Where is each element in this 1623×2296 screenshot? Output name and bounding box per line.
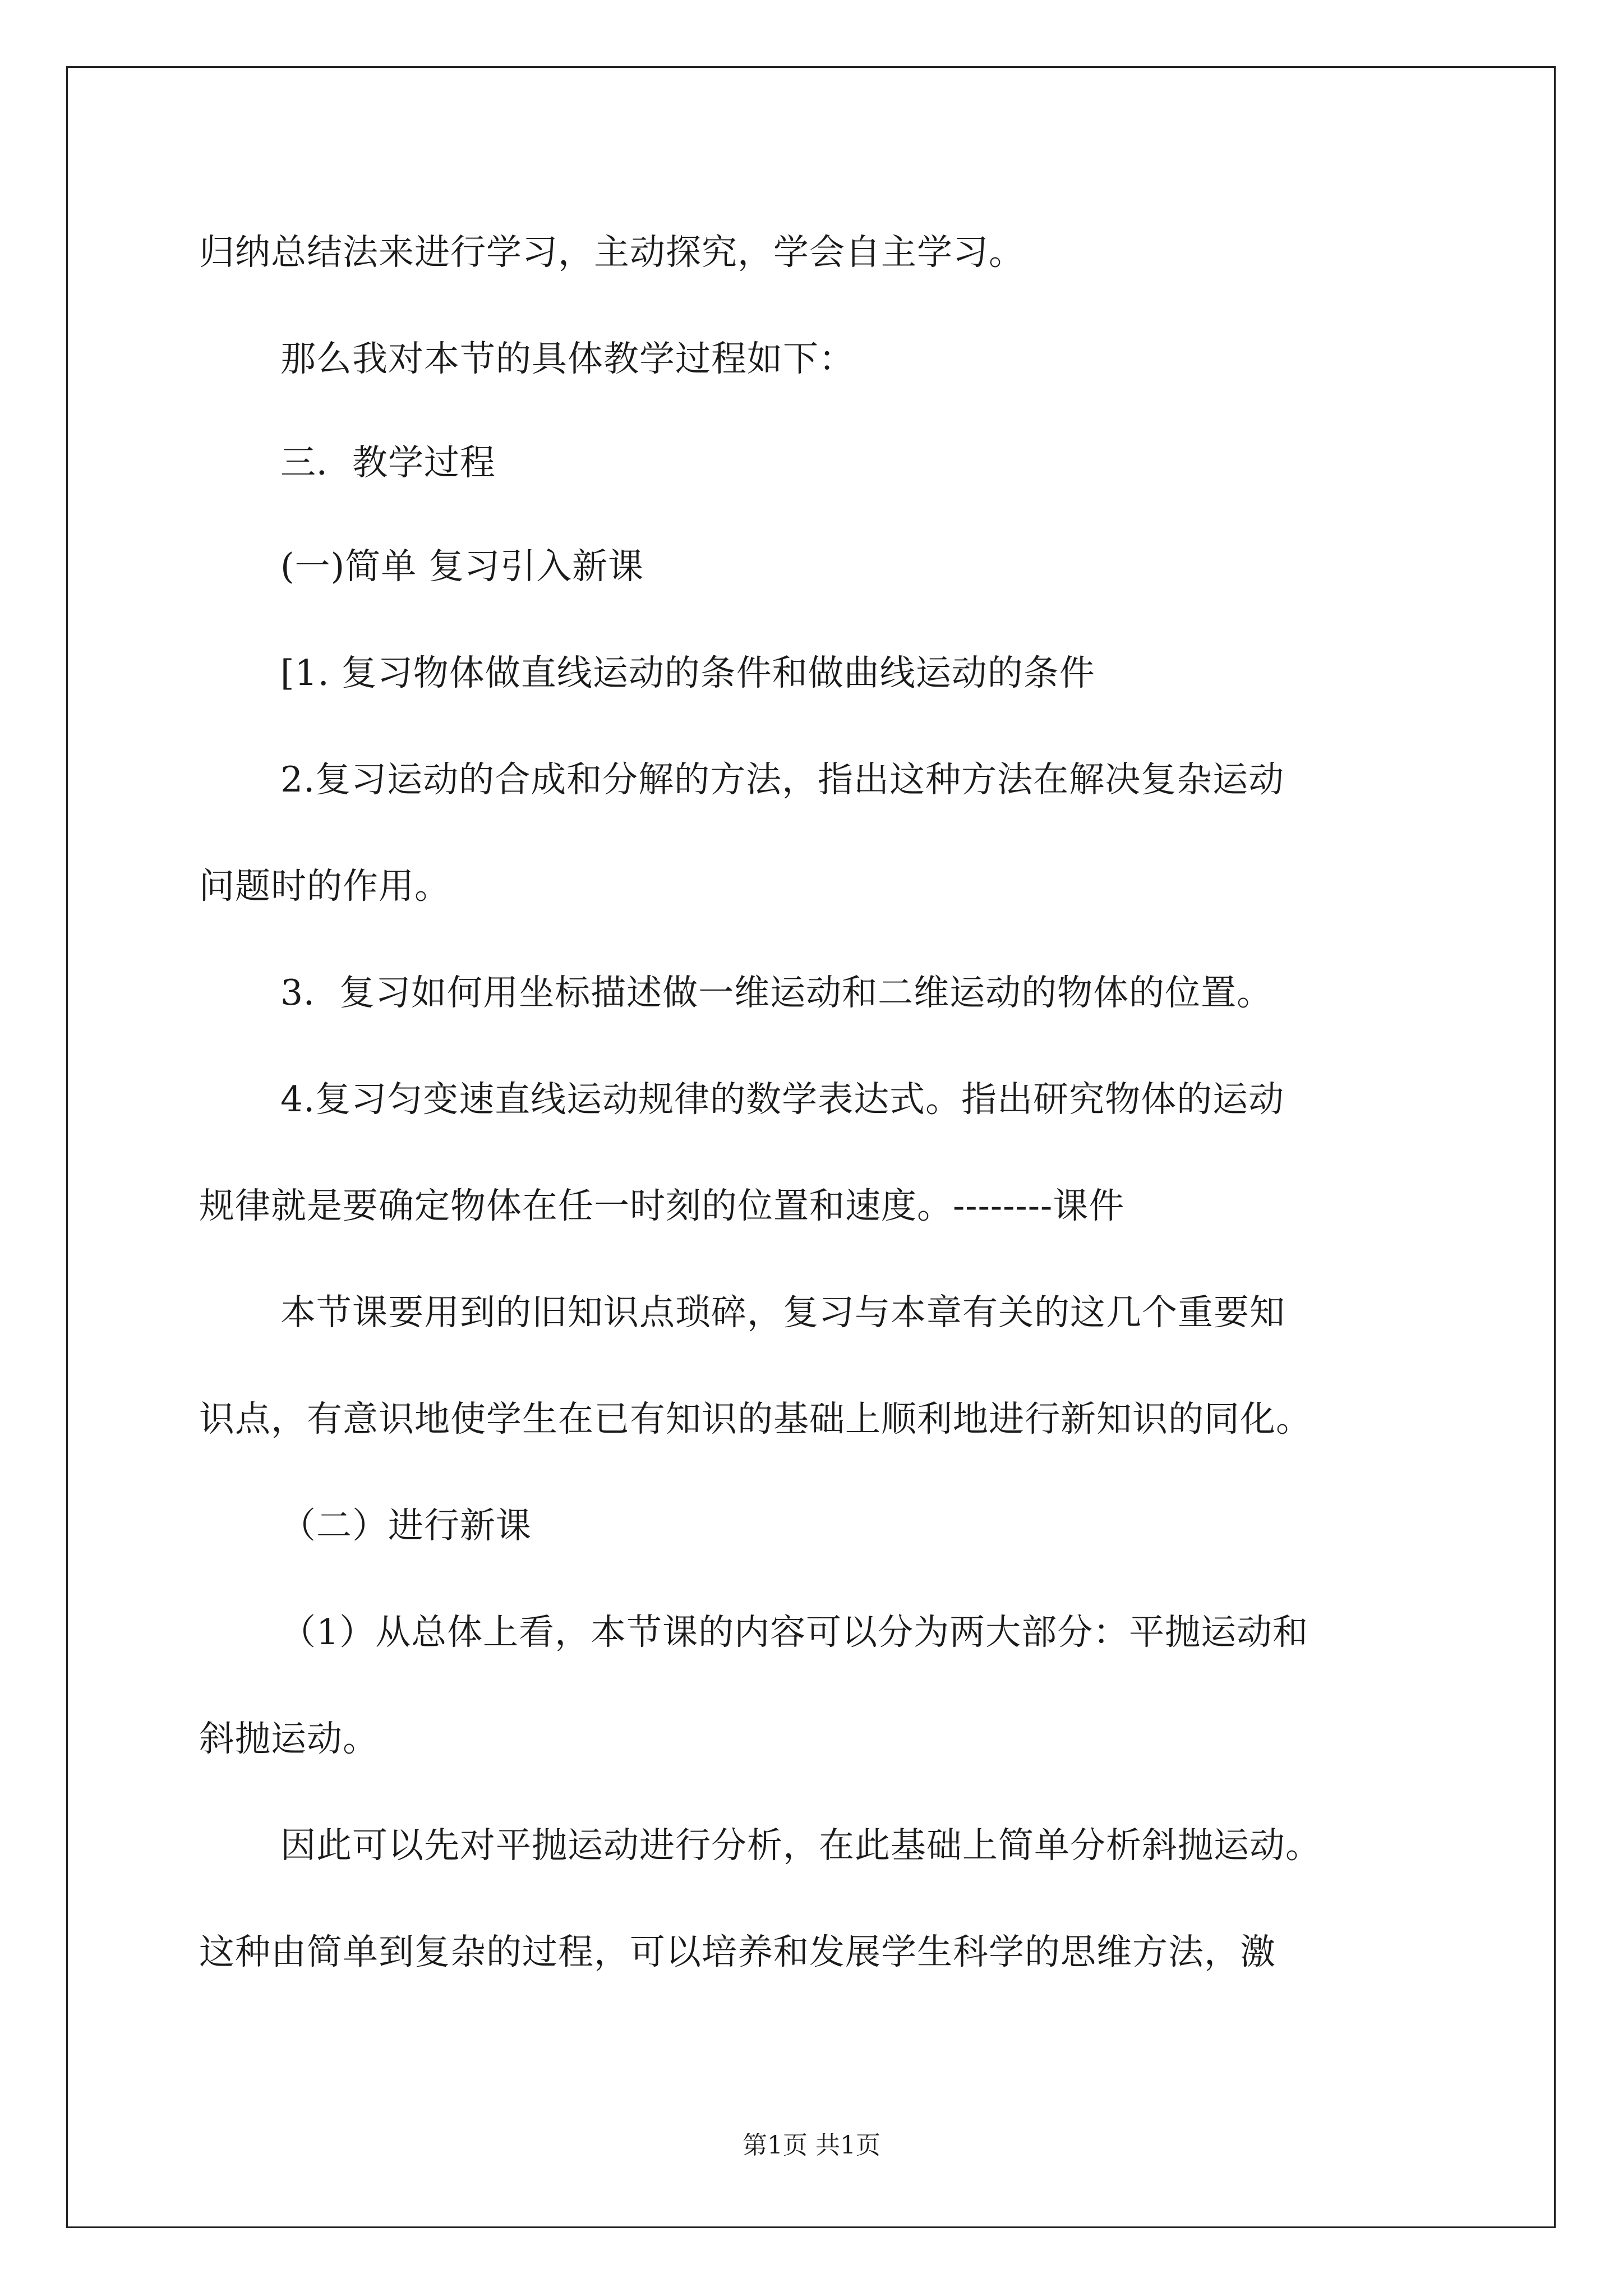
- page-number-footer: 第1页 共1页: [743, 2131, 880, 2160]
- section-heading: 三．教学过程: [280, 442, 496, 483]
- list-item: 3．复习如何用坐标描述做一维运动和二维运动的物体的位置。: [280, 972, 1273, 1013]
- text-line: （1）从总体上看，本节课的内容可以分为两大部分：平抛运动和: [280, 1612, 1309, 1653]
- list-item: [1. 复习物体做直线运动的条件和做曲线运动的条件: [280, 652, 1095, 693]
- list-item: 4.复习匀变速直线运动规律的数学表达式。指出研究物体的运动: [280, 1079, 1285, 1120]
- text-line: 这种由简单到复杂的过程，可以培养和发展学生科学的思维方法，激: [199, 1931, 1276, 1972]
- text-line: 规律就是要确定物体在任一时刻的位置和速度。--------课件: [199, 1185, 1125, 1226]
- list-item: 2.复习运动的合成和分解的方法，指出这种方法在解决复杂运动: [280, 759, 1285, 800]
- subsection-heading: (一)简单 复习引入新课: [280, 546, 644, 587]
- text-line: 识点，有意识地使学生在已有知识的基础上顺利地进行新知识的同化。: [199, 1398, 1312, 1439]
- text-line: 本节课要用到的旧知识点琐碎，复习与本章有关的这几个重要知: [280, 1292, 1285, 1333]
- text-line: 问题时的作用。: [199, 866, 450, 907]
- subsection-heading: （二）进行新课: [280, 1505, 532, 1546]
- page-border: [66, 66, 1556, 2228]
- text-line: 斜抛运动。: [199, 1718, 379, 1759]
- text-line: 那么我对本节的具体教学过程如下：: [280, 338, 855, 379]
- text-line: 归纳总结法来进行学习，主动探究，学会自主学习。: [199, 232, 1025, 273]
- text-line: 因此可以先对平抛运动进行分析，在此基础上简单分析斜抛运动。: [280, 1825, 1321, 1866]
